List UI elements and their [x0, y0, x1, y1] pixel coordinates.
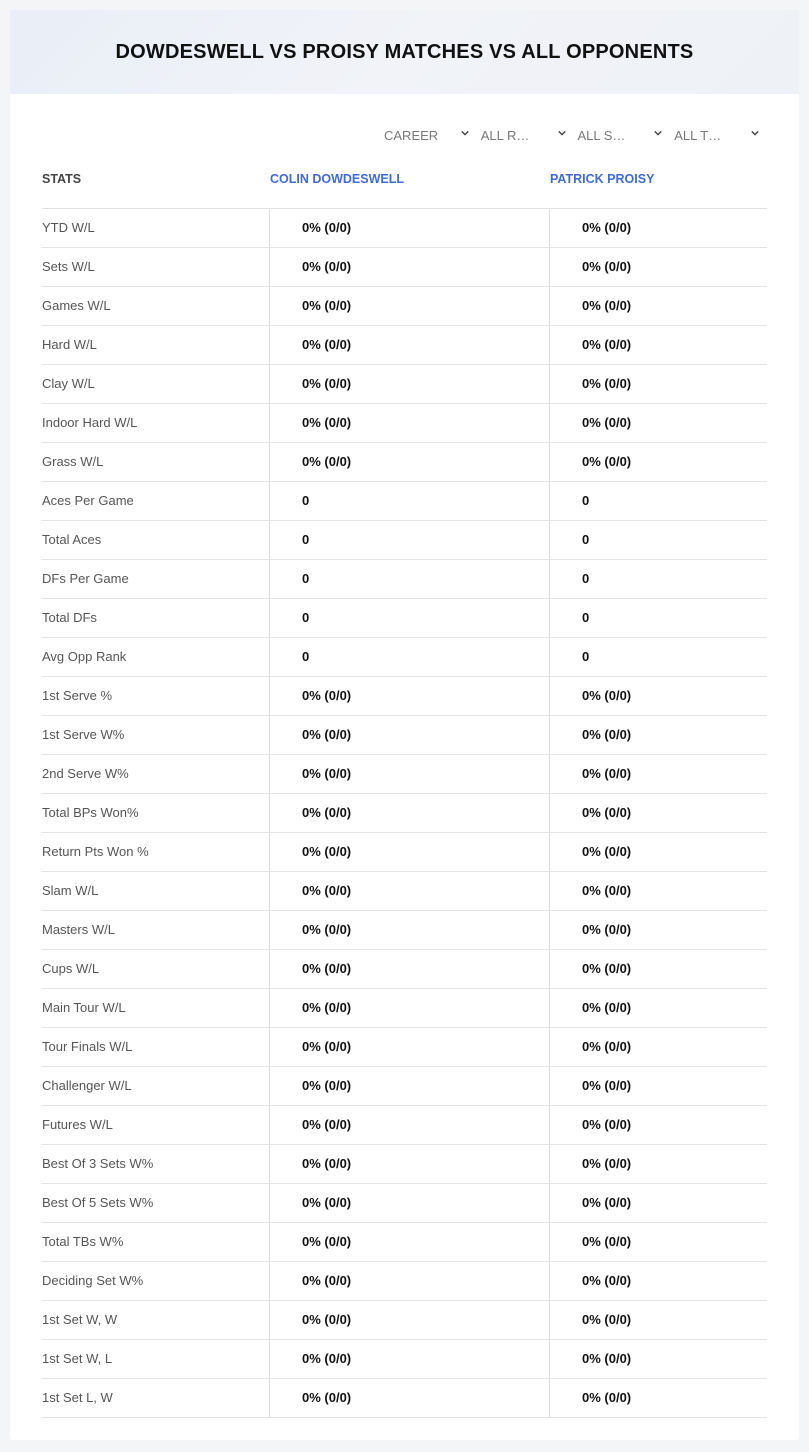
table-row	[42, 443, 767, 482]
player1-value: 0% (0/0)	[269, 1379, 549, 1417]
player1-value: 0% (0/0)	[269, 365, 549, 403]
row-label: 1st Set L, W	[42, 1390, 113, 1405]
table-row	[42, 1262, 767, 1301]
table-body	[42, 209, 767, 1418]
player2-value: 0% (0/0)	[549, 911, 767, 949]
player2-column-header[interactable]: PATRICK PROISY	[550, 172, 655, 186]
player1-value: 0% (0/0)	[269, 716, 549, 754]
stats-card	[10, 10, 799, 1440]
player2-value: 0% (0/0)	[549, 1106, 767, 1144]
player2-value: 0% (0/0)	[549, 1028, 767, 1066]
player1-value: 0% (0/0)	[269, 1145, 549, 1183]
player2-value: 0% (0/0)	[549, 443, 767, 481]
player1-value: 0% (0/0)	[269, 209, 549, 247]
player1-value: 0	[269, 521, 549, 559]
filter-dropdown-label: ALL T…	[674, 128, 722, 143]
row-label: DFs Per Game	[42, 571, 129, 586]
player1-value: 0	[269, 482, 549, 520]
table-row	[42, 794, 767, 833]
player2-value: 0	[549, 599, 767, 637]
row-label: Total Aces	[42, 532, 102, 547]
table-row	[42, 1301, 767, 1340]
row-label: Best Of 5 Sets W%	[42, 1195, 154, 1210]
stats-table	[42, 160, 767, 1418]
row-label: 1st Serve %	[42, 688, 113, 703]
player1-value: 0	[269, 599, 549, 637]
player2-value: 0% (0/0)	[549, 248, 767, 286]
player1-value: 0% (0/0)	[269, 248, 549, 286]
table-row	[42, 482, 767, 521]
filter-dropdown-2[interactable]	[479, 126, 576, 146]
player2-value: 0% (0/0)	[549, 209, 767, 247]
table-row	[42, 287, 767, 326]
player2-value: 0	[549, 521, 767, 559]
row-label: 2nd Serve W%	[42, 766, 129, 781]
player1-column-header[interactable]: COLIN DOWDESWELL	[270, 172, 405, 186]
row-label: Aces Per Game	[42, 493, 134, 508]
player1-value: 0% (0/0)	[269, 989, 549, 1027]
row-label: Total TBs W%	[42, 1234, 124, 1249]
table-row	[42, 599, 767, 638]
row-label: Avg Opp Rank	[42, 649, 127, 664]
filter-dropdown-3[interactable]	[576, 126, 673, 146]
player2-value: 0% (0/0)	[549, 1223, 767, 1261]
stats-column-header: STATS	[42, 172, 82, 186]
table-row	[42, 911, 767, 950]
table-row	[42, 833, 767, 872]
row-label: Grass W/L	[42, 454, 104, 469]
row-label: 1st Set W, L	[42, 1351, 113, 1366]
player1-value: 0% (0/0)	[269, 443, 549, 481]
player1-value: 0% (0/0)	[269, 1106, 549, 1144]
player2-value: 0% (0/0)	[549, 833, 767, 871]
player2-value: 0% (0/0)	[549, 1184, 767, 1222]
player2-value: 0	[549, 482, 767, 520]
player2-value: 0% (0/0)	[549, 872, 767, 910]
filter-dropdown-4[interactable]	[672, 126, 769, 146]
table-row	[42, 521, 767, 560]
player2-value: 0% (0/0)	[549, 326, 767, 364]
chevron-down-icon	[751, 129, 759, 137]
table-header	[42, 160, 767, 209]
table-row	[42, 1145, 767, 1184]
player1-value: 0% (0/0)	[269, 911, 549, 949]
row-label: YTD W/L	[42, 220, 95, 235]
table-row	[42, 248, 767, 287]
table-row	[42, 1223, 767, 1262]
table-row	[42, 1184, 767, 1223]
player1-value: 0% (0/0)	[269, 950, 549, 988]
player2-value: 0	[549, 638, 767, 676]
player1-value: 0% (0/0)	[269, 1028, 549, 1066]
row-label: Total DFs	[42, 610, 97, 625]
row-label: Challenger W/L	[42, 1078, 132, 1093]
filter-dropdown-label: ALL S…	[577, 128, 626, 143]
row-label: Games W/L	[42, 298, 111, 313]
row-label: Slam W/L	[42, 883, 99, 898]
player1-value: 0% (0/0)	[269, 1262, 549, 1300]
table-row	[42, 1340, 767, 1379]
player1-value: 0	[269, 638, 549, 676]
row-label: Futures W/L	[42, 1117, 113, 1132]
player2-value: 0% (0/0)	[549, 287, 767, 325]
player1-value: 0% (0/0)	[269, 1184, 549, 1222]
player1-value: 0% (0/0)	[269, 404, 549, 442]
row-label: 1st Set W, W	[42, 1312, 118, 1327]
player1-value: 0% (0/0)	[269, 833, 549, 871]
player2-value: 0% (0/0)	[549, 1379, 767, 1417]
table-row	[42, 209, 767, 248]
player2-value: 0% (0/0)	[549, 1145, 767, 1183]
player2-value: 0% (0/0)	[549, 1262, 767, 1300]
chevron-down-icon	[461, 129, 469, 137]
player1-value: 0% (0/0)	[269, 677, 549, 715]
table-row	[42, 755, 767, 794]
filter-bar	[382, 126, 769, 146]
player1-value: 0% (0/0)	[269, 326, 549, 364]
table-row	[42, 1106, 767, 1145]
table-row	[42, 950, 767, 989]
card-header	[10, 10, 799, 94]
page-title: DOWDESWELL VS PROISY MATCHES VS ALL OPPONENTS	[115, 40, 694, 63]
player2-value: 0% (0/0)	[549, 1067, 767, 1105]
player2-value: 0% (0/0)	[549, 1340, 767, 1378]
player1-value: 0% (0/0)	[269, 794, 549, 832]
chevron-down-icon	[654, 129, 662, 137]
player1-value: 0% (0/0)	[269, 872, 549, 910]
filter-dropdown-label: ALL R…	[480, 128, 530, 143]
player1-value: 0% (0/0)	[269, 287, 549, 325]
player2-value: 0% (0/0)	[549, 404, 767, 442]
row-label: Cups W/L	[42, 961, 100, 976]
row-label: Sets W/L	[42, 259, 95, 274]
player1-value: 0% (0/0)	[269, 755, 549, 793]
player2-value: 0% (0/0)	[549, 365, 767, 403]
player2-value: 0% (0/0)	[549, 1301, 767, 1339]
player2-value: 0% (0/0)	[549, 950, 767, 988]
table-row	[42, 677, 767, 716]
filter-dropdown-label: CAREER	[384, 128, 439, 143]
filter-dropdown-1[interactable]	[382, 126, 479, 146]
row-label: Main Tour W/L	[42, 1000, 126, 1015]
row-label: Indoor Hard W/L	[42, 415, 138, 430]
chevron-down-icon	[558, 129, 566, 137]
player2-value: 0	[549, 560, 767, 598]
table-row	[42, 404, 767, 443]
table-row	[42, 1067, 767, 1106]
table-row	[42, 638, 767, 677]
player2-value: 0% (0/0)	[549, 794, 767, 832]
table-row	[42, 872, 767, 911]
row-label: Total BPs Won%	[42, 805, 139, 820]
row-label: 1st Serve W%	[42, 727, 125, 742]
table-row	[42, 365, 767, 404]
table-row	[42, 1379, 767, 1418]
player1-value: 0% (0/0)	[269, 1067, 549, 1105]
player2-value: 0% (0/0)	[549, 677, 767, 715]
table-row	[42, 989, 767, 1028]
table-row	[42, 326, 767, 365]
row-label: Return Pts Won %	[42, 844, 149, 859]
table-row	[42, 1028, 767, 1067]
row-label: Hard W/L	[42, 337, 97, 352]
player1-value: 0	[269, 560, 549, 598]
table-row	[42, 560, 767, 599]
row-label: Best Of 3 Sets W%	[42, 1156, 154, 1171]
player2-value: 0% (0/0)	[549, 989, 767, 1027]
player1-value: 0% (0/0)	[269, 1223, 549, 1261]
table-row	[42, 716, 767, 755]
row-label: Masters W/L	[42, 922, 115, 937]
row-label: Clay W/L	[42, 376, 95, 391]
row-label: Tour Finals W/L	[42, 1039, 133, 1054]
player2-value: 0% (0/0)	[549, 755, 767, 793]
player2-value: 0% (0/0)	[549, 716, 767, 754]
player1-value: 0% (0/0)	[269, 1340, 549, 1378]
player1-value: 0% (0/0)	[269, 1301, 549, 1339]
row-label: Deciding Set W%	[42, 1273, 144, 1288]
